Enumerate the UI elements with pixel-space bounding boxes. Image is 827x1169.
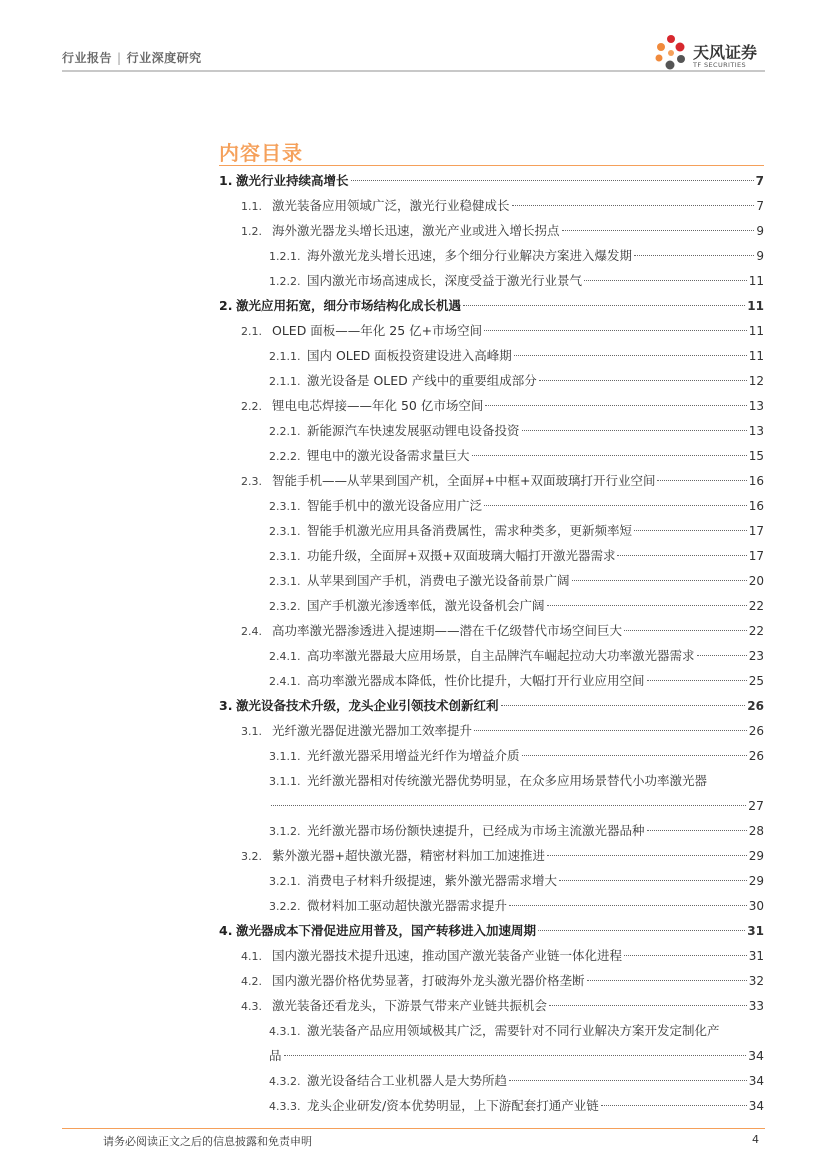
- toc-entry[interactable]: [219, 593, 764, 618]
- toc-entry[interactable]: [219, 268, 764, 293]
- toc-entry-title: 紫外激光器+超快激光器，精密材料加工加速推进: [272, 848, 545, 863]
- toc-entry-number: 4.3.3.: [269, 1100, 301, 1113]
- toc-entry-page: 7: [756, 199, 764, 213]
- toc-entry-number: 2.3.: [241, 475, 262, 488]
- toc-leader-dots: [485, 405, 746, 406]
- toc-leader-dots: [634, 255, 754, 256]
- toc-entry-title: 海外激光器龙头增长迅速，激光产业或进入增长拐点: [272, 223, 560, 238]
- toc-entry-title: 激光设备是 OLED 产线中的重要组成部分: [307, 373, 537, 388]
- toc-entry[interactable]: [219, 218, 764, 243]
- toc-entry-title: 光纤激光器采用增益光纤作为增益介质: [307, 748, 520, 763]
- toc-title-divider: [219, 165, 764, 166]
- toc-entry[interactable]: [219, 1068, 764, 1093]
- toc-entry-number: 2.1.1.: [269, 350, 301, 363]
- toc-entry-number: 4.: [219, 923, 233, 938]
- toc-entry-title: 光纤激光器促进激光器加工效率提升: [272, 723, 473, 738]
- toc-leader-dots: [509, 1080, 747, 1081]
- toc-entry-number: 2.3.2.: [269, 600, 301, 613]
- toc-entry-number: 4.3.1.: [269, 1025, 301, 1038]
- toc-entry-title: 高功率激光器最大应用场景，自主品牌汽车崛起拉动大功率激光器需求: [307, 648, 695, 663]
- toc-entry-title: 激光器成本下滑促进应用普及，国产转移进入加速周期: [236, 923, 537, 938]
- toc-leader-dots: [463, 305, 745, 306]
- logo-subtitle: TF SECURITIES: [693, 61, 747, 69]
- toc-entry-title: 激光装备应用领域广泛，激光行业稳健成长: [272, 198, 510, 213]
- toc-leader-dots: [624, 955, 747, 956]
- toc-entry-title: 消费电子材料升级提速，紫外激光器需求增大: [307, 873, 558, 888]
- toc-leader-dots: [474, 730, 747, 731]
- toc-entry-title: 激光设备结合工业机器人是大势所趋: [307, 1073, 508, 1088]
- toc-entry[interactable]: [219, 643, 764, 668]
- toc-entry-number: 3.1.2.: [269, 825, 301, 838]
- toc-entry-title-continued: 品: [269, 1048, 282, 1063]
- logo-name: 天风证券: [693, 43, 758, 62]
- toc-entry-number: 2.3.1.: [269, 575, 301, 588]
- toc-entry-title: 海外激光龙头增长迅速，多个细分行业解决方案进入爆发期: [307, 248, 633, 263]
- toc-entry-page: 11: [748, 274, 764, 288]
- toc-entry-page: 34: [748, 1048, 764, 1063]
- toc-entry-number: 2.: [219, 298, 233, 313]
- toc-leader-dots: [697, 655, 747, 656]
- toc-entry-title: 激光装备产品应用领域极其广泛，需要针对不同行业解决方案开发定制化产: [307, 1023, 720, 1038]
- toc-entry-page: 26: [748, 724, 764, 738]
- toc-entry-page: 34: [748, 1099, 764, 1113]
- toc-leader-dots: [284, 1055, 747, 1056]
- toc-entry-title: 激光应用拓宽，细分市场结构化成长机遇: [236, 298, 462, 313]
- toc-entry-number: 2.2.2.: [269, 450, 301, 463]
- toc-leader-dots: [484, 330, 747, 331]
- header-separator: |: [117, 51, 122, 65]
- toc-entry[interactable]: [219, 393, 764, 418]
- toc-entry-page: 16: [748, 499, 764, 513]
- toc-entry-page: 30: [748, 899, 764, 913]
- toc-entry-page: 22: [748, 599, 764, 613]
- toc-leader-dots: [647, 830, 747, 831]
- toc-entry[interactable]: [219, 618, 764, 643]
- toc-entry-number: 4.3.2.: [269, 1075, 301, 1088]
- toc-entry[interactable]: [219, 993, 764, 1018]
- toc-entry[interactable]: [219, 918, 764, 943]
- toc-entry-title: 国内激光器价格优势显著，打破海外龙头激光器价格垄断: [272, 973, 585, 988]
- toc-entry-title: 锂电中的激光设备需求量巨大: [307, 448, 470, 463]
- toc-entry[interactable]: [219, 818, 764, 843]
- toc-entry-page: 9: [756, 224, 764, 238]
- toc-entry-page: 33: [748, 999, 764, 1013]
- toc-entry-number: 4.3.: [241, 1000, 262, 1013]
- toc-entry-page: 13: [748, 424, 764, 438]
- toc-entry-title: 新能源汽车快速发展驱动锂电设备投资: [307, 423, 520, 438]
- toc-leader-dots: [514, 355, 747, 356]
- toc-entry[interactable]: [219, 343, 764, 368]
- toc-entry-page: 31: [748, 949, 764, 963]
- toc-entry[interactable]: [219, 843, 764, 868]
- toc-entry-page: 31: [747, 924, 764, 938]
- toc-title: 内容目录: [219, 141, 303, 165]
- toc-entry-title: 国内激光市场高速成长，深度受益于激光行业景气: [307, 273, 583, 288]
- toc-entry-title: 锂电电芯焊接——年化 50 亿市场空间: [272, 398, 484, 413]
- report-category: [62, 49, 202, 66]
- toc-entry[interactable]: [219, 518, 764, 543]
- toc-entry-number: 2.3.1.: [269, 500, 301, 513]
- toc-entry-number: 2.4.: [241, 625, 262, 638]
- toc-leader-dots: [522, 755, 747, 756]
- toc-entry[interactable]: [219, 493, 764, 518]
- company-logo: [653, 33, 765, 73]
- toc-entry-title: 智能手机——从苹果到国产机，全面屏+中框+双面玻璃打开行业空间: [272, 473, 656, 488]
- toc-leader-dots: [522, 430, 747, 431]
- toc-leader-dots: [549, 1005, 747, 1006]
- toc-entry-number: 1.2.: [241, 225, 262, 238]
- toc-entry-number: 3.2.: [241, 850, 262, 863]
- toc-entry-page: 15: [748, 449, 764, 463]
- toc-entry-page: 26: [748, 749, 764, 763]
- toc-entry-title: 功能升级，全面屏+双摄+双面玻璃大幅打开激光器需求: [307, 548, 616, 563]
- toc-leader-dots: [559, 880, 747, 881]
- toc-entry-title: 龙头企业研发/资本优势明显，上下游配套打通产业链: [307, 1098, 599, 1113]
- toc-entry-page: 26: [747, 699, 764, 713]
- toc-entry-number: 3.2.1.: [269, 875, 301, 888]
- toc-entry[interactable]: [219, 768, 764, 818]
- toc-leader-dots: [562, 230, 755, 231]
- toc-entry[interactable]: [219, 968, 764, 993]
- header-divider: [62, 70, 765, 72]
- toc-leader-dots: [539, 380, 747, 381]
- toc-entry-page: 16: [748, 474, 764, 488]
- toc-entry-title: 智能手机中的激光设备应用广泛: [307, 498, 483, 513]
- toc-entry-number: 3.: [219, 698, 233, 713]
- report-type: 行业报告: [62, 51, 113, 65]
- toc-leader-dots: [512, 205, 755, 206]
- toc-entry[interactable]: [219, 168, 764, 193]
- toc-entry-number: 3.2.2.: [269, 900, 301, 913]
- footer-disclaimer: 请务必阅读正文之后的信息披露和免责申明: [103, 1135, 312, 1148]
- toc-entry[interactable]: [219, 668, 764, 693]
- toc-entry-title: 激光设备技术升级，龙头企业引领技术创新红利: [236, 698, 499, 713]
- toc-entry-page: 25: [748, 674, 764, 688]
- toc-entry-number: 2.1.: [241, 325, 262, 338]
- toc-leader-dots: [351, 180, 754, 181]
- toc-leader-dots: [617, 555, 746, 556]
- toc-entry[interactable]: [219, 568, 764, 593]
- toc-entry-page: 17: [748, 549, 764, 563]
- toc-entry-number: 2.4.1.: [269, 675, 301, 688]
- toc-entry-number: 2.4.1.: [269, 650, 301, 663]
- toc-entry-title: 高功率激光器成本降低，性价比提升，大幅打开行业应用空间: [307, 673, 645, 688]
- toc-leader-dots: [587, 980, 747, 981]
- toc-entry-number: 3.1.1.: [269, 775, 301, 788]
- toc-entry-page: 11: [747, 299, 764, 313]
- toc-entry[interactable]: [219, 868, 764, 893]
- toc-entry[interactable]: [219, 1018, 764, 1068]
- toc-leader-dots: [624, 630, 747, 631]
- toc-leader-dots: [634, 530, 747, 531]
- toc-entry-title: 光纤激光器相对传统激光器优势明显，在众多应用场景替代小功率激光器: [307, 773, 708, 788]
- toc-leader-dots: [547, 605, 747, 606]
- toc-entry[interactable]: [219, 943, 764, 968]
- toc-entry[interactable]: [219, 243, 764, 268]
- toc-leader-dots: [509, 905, 747, 906]
- toc-entry-page: 22: [748, 624, 764, 638]
- toc-entry-page: 34: [748, 1074, 764, 1088]
- toc-entry-number: 2.2.: [241, 400, 262, 413]
- toc-entry[interactable]: [219, 893, 764, 918]
- toc-entry-number: 4.1.: [241, 950, 262, 963]
- toc-entry-page: 17: [748, 524, 764, 538]
- toc-entry-page: 32: [748, 974, 764, 988]
- toc-entry-number: 3.1.: [241, 725, 262, 738]
- flower-logo-icon: [653, 33, 693, 73]
- toc-entry-page: 11: [748, 349, 764, 363]
- toc-entry-title: 国内激光器技术提升迅速，推动国产激光装备产业链一体化进程: [272, 948, 623, 963]
- toc-entry[interactable]: [219, 193, 764, 218]
- toc-entry[interactable]: [219, 693, 764, 718]
- toc-entry-page: 29: [748, 849, 764, 863]
- toc-entry-page: 23: [748, 649, 764, 663]
- toc-entry-title: 微材料加工驱动超快激光器需求提升: [307, 898, 508, 913]
- toc-entry-page: 20: [748, 574, 764, 588]
- toc-entry-number: 2.3.1.: [269, 525, 301, 538]
- toc-entry-number: 2.3.1.: [269, 550, 301, 563]
- toc-leader-dots: [601, 1105, 747, 1106]
- toc-entry-title: OLED 面板——年化 25 亿+市场空间: [272, 323, 483, 338]
- toc-entry[interactable]: [219, 418, 764, 443]
- toc-entry-title: 光纤激光器市场份额快速提升，已经成为市场主流激光器品种: [307, 823, 645, 838]
- toc-entry-number: 3.1.1.: [269, 750, 301, 763]
- toc-entry[interactable]: [219, 443, 764, 468]
- toc-entry-page: 9: [756, 249, 764, 263]
- toc-leader-dots: [472, 455, 747, 456]
- toc-entry-page: 13: [748, 399, 764, 413]
- toc-entry-number: 2.2.1.: [269, 425, 301, 438]
- toc-entry-title: 国内 OLED 面板投资建设进入高峰期: [307, 348, 512, 363]
- toc-entry[interactable]: [219, 743, 764, 768]
- toc-leader-dots: [572, 580, 747, 581]
- toc-entry-page: 12: [748, 374, 764, 388]
- toc-entry[interactable]: [219, 368, 764, 393]
- toc-entry[interactable]: [219, 718, 764, 743]
- toc-entry-title: 激光装备还看龙头，下游景气带来产业链共振机会: [272, 998, 548, 1013]
- report-subtype: 行业深度研究: [126, 51, 202, 65]
- toc-leader-dots: [657, 480, 746, 481]
- toc-entry-number: 4.2.: [241, 975, 262, 988]
- toc-entry-number: 2.1.1.: [269, 375, 301, 388]
- toc-leader-dots: [584, 280, 747, 281]
- toc-leader-dots: [501, 705, 746, 706]
- toc-leader-dots: [271, 805, 746, 806]
- toc-entry-page: 7: [755, 174, 764, 188]
- toc-entry-title: 高功率激光器渗透进入提速期——潜在千亿级替代市场空间巨大: [272, 623, 623, 638]
- toc-entry-number: 1.1.: [241, 200, 262, 213]
- toc-entry-number: 1.2.2.: [269, 275, 301, 288]
- toc-leader-dots: [484, 505, 747, 506]
- toc-entry[interactable]: [219, 1093, 764, 1118]
- table-of-contents: [219, 168, 764, 1118]
- toc-entry[interactable]: [219, 318, 764, 343]
- toc-entry-number: 1.2.1.: [269, 250, 301, 263]
- toc-entry-page: 11: [748, 324, 764, 338]
- toc-entry-page: 29: [748, 874, 764, 888]
- toc-entry[interactable]: [219, 543, 764, 568]
- page-number: 4: [752, 1133, 759, 1146]
- toc-leader-dots: [647, 680, 747, 681]
- toc-entry-page: 28: [748, 824, 764, 838]
- toc-entry[interactable]: [219, 293, 764, 318]
- toc-entry[interactable]: [219, 468, 764, 493]
- toc-entry-page: 27: [748, 798, 764, 813]
- toc-entry-title: 激光行业持续高增长: [236, 173, 349, 188]
- toc-entry-title: 国产手机激光渗透率低，激光设备机会广阔: [307, 598, 545, 613]
- toc-entry-number: 1.: [219, 173, 233, 188]
- toc-entry-title: 智能手机激光应用具备消费属性，需求种类多，更新频率短: [307, 523, 633, 538]
- toc-leader-dots: [538, 930, 745, 931]
- toc-entry-title: 从苹果到国产手机，消费电子激光设备前景广阔: [307, 573, 570, 588]
- toc-leader-dots: [547, 855, 747, 856]
- footer-divider: [62, 1128, 765, 1129]
